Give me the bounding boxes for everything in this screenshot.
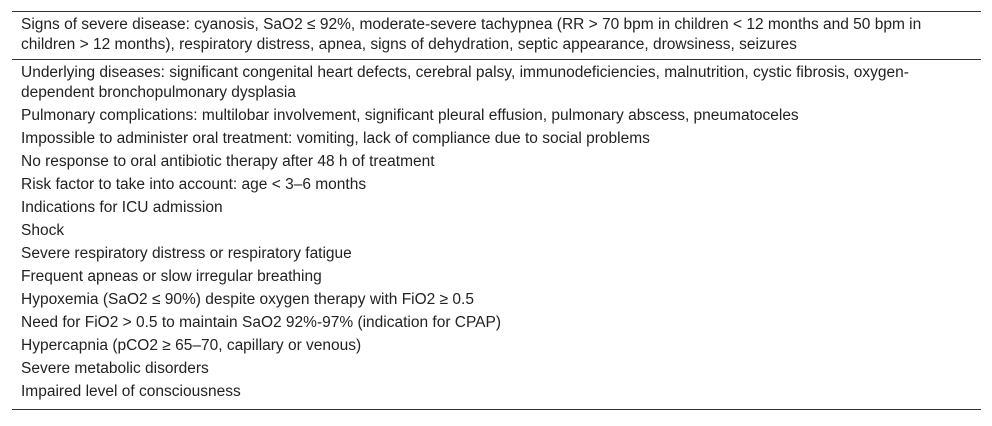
table-row: Hypoxemia (SaO2 ≤ 90%) despite oxygen therapy with FiO2 ≥ 0.5: [21, 291, 474, 308]
table-row: Pulmonary complications: multilobar involvement, significant pleural effusion, pulmonary abscess, pneumatoceles: [21, 107, 799, 124]
table-row: Shock: [21, 222, 65, 239]
table-row: Risk factor to take into account: age < 3–6 months: [21, 176, 367, 193]
table-row: Frequent apneas or slow irregular breathing: [21, 268, 322, 285]
table-header: Signs of severe disease: cyanosis, SaO2 ≤ 92%, moderate-severe tachypnea (RR > 70 bpm in children < 12 months and 50 bpm in children > 12 months), respiratory distress, apnea, signs of dehydration, septic appearance, drowsiness, seizures: [12, 12, 981, 60]
table-row: Need for FiO2 > 0.5 to maintain SaO2 92%-97% (indication for CPAP): [21, 314, 502, 331]
criteria-table: [12, 11, 981, 410]
table-row: No response to oral antibiotic therapy after 48 h of treatment: [21, 153, 435, 170]
table-row: Underlying diseases: significant congenital heart defects, cerebral palsy, immunodeficiencies, malnutrition, cystic fibrosis, oxygen-dependent bronchopulmonary dysplasia: [21, 64, 909, 101]
table-row: Severe metabolic disorders: [21, 360, 209, 377]
table-row: Indications for ICU admission: [21, 199, 223, 216]
table-row: Hypercapnia (pCO2 ≥ 65–70, capillary or venous): [21, 337, 362, 354]
table-row: Severe respiratory distress or respiratory fatigue: [21, 245, 352, 262]
table-row: Impaired level of consciousness: [21, 383, 241, 400]
table-row: Impossible to administer oral treatment: vomiting, lack of compliance due to social problems: [21, 130, 650, 147]
table-body: [12, 60, 981, 409]
